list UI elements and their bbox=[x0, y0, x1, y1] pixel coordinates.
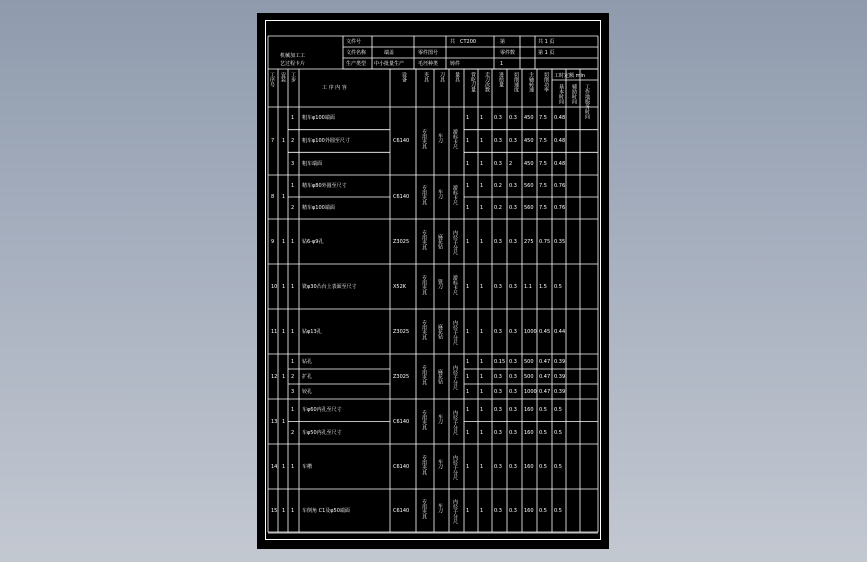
step-content: 粗车φ100外圆至尺寸 bbox=[302, 138, 350, 144]
step-value: 0.3 bbox=[509, 388, 517, 395]
step-value: 1 bbox=[466, 115, 470, 122]
proc-number: 11 bbox=[271, 328, 278, 335]
step-value: 1 bbox=[466, 205, 470, 211]
step-value: 0.3 bbox=[494, 238, 502, 245]
step-value: 0.44 bbox=[554, 328, 566, 335]
step-value: 0.3 bbox=[509, 205, 517, 211]
col-measure: 量具 bbox=[454, 72, 460, 82]
proc-number: 13 bbox=[271, 418, 278, 425]
step-content: 扩孔 bbox=[302, 373, 313, 380]
qty-value: 1 bbox=[500, 61, 504, 67]
measure-cell: 内径千分尺 bbox=[452, 454, 458, 480]
sheet-label: 共 bbox=[450, 39, 456, 45]
step-content: 铰孔 bbox=[302, 388, 313, 395]
measure-cell: 内径千分尺 bbox=[452, 364, 458, 390]
step-number: 2 bbox=[291, 205, 295, 211]
col-content: 工 序 内 容 bbox=[322, 85, 347, 91]
step-value: 160 bbox=[524, 508, 534, 514]
step-value: 1 bbox=[480, 183, 484, 189]
step-value: 0.47 bbox=[539, 358, 551, 365]
installation-number: 1 bbox=[282, 328, 286, 335]
proc-number: 10 bbox=[271, 283, 278, 290]
step-value: 0.5 bbox=[554, 508, 562, 514]
step-value: 1 bbox=[466, 358, 470, 365]
step-value: 1 bbox=[466, 429, 470, 436]
step-value: 7.5 bbox=[539, 138, 547, 144]
step-value: 1 bbox=[466, 138, 470, 144]
step-value: 0.3 bbox=[509, 508, 517, 514]
step-value: 0.39 bbox=[554, 373, 566, 380]
step-content: 钻φ13孔 bbox=[302, 328, 322, 335]
step-value: 7.5 bbox=[539, 160, 547, 167]
step-value: 0.3 bbox=[494, 508, 502, 514]
measure-cell: 内径千分尺 bbox=[452, 229, 458, 255]
step-content: 精车φ80外圆至尺寸 bbox=[302, 183, 347, 189]
step-value: 0.3 bbox=[509, 115, 517, 122]
step-value: 0.47 bbox=[539, 373, 551, 380]
step-value: 0.3 bbox=[509, 238, 517, 245]
tool-cell: 车刀 bbox=[437, 189, 443, 199]
proc-number: 8 bbox=[271, 194, 275, 200]
step-value: 450 bbox=[524, 138, 534, 144]
step-value: 0.5 bbox=[539, 407, 547, 414]
measure-cell: 游标卡尺 bbox=[452, 185, 458, 205]
tool-cell: 铣刀 bbox=[437, 278, 443, 289]
col-time-base: 基本时间 bbox=[558, 84, 564, 104]
col-feed: 进给量 bbox=[498, 72, 504, 87]
step-value: 0.3 bbox=[494, 115, 502, 122]
step-value: 1 bbox=[480, 328, 484, 335]
step-number: 2 bbox=[291, 373, 295, 380]
equipment-cell: C6140 bbox=[393, 463, 410, 470]
step-number: 1 bbox=[291, 358, 295, 365]
step-value: 1 bbox=[466, 328, 470, 335]
tool-cell: 麻花钻 bbox=[437, 233, 443, 249]
step-value: 1 bbox=[480, 205, 484, 211]
step-value: 1 bbox=[466, 160, 470, 167]
step-value: 0.48 bbox=[554, 138, 566, 144]
step-value: 1 bbox=[480, 115, 484, 122]
fixture-cell: 专用夹具 bbox=[421, 454, 427, 475]
step-value: 0.35 bbox=[554, 238, 566, 245]
installation-number: 1 bbox=[282, 238, 286, 245]
step-number: 1 bbox=[291, 115, 295, 122]
doc-no-label: 文件号 bbox=[346, 39, 362, 45]
fixture-cell: 专用夹具 bbox=[421, 499, 427, 519]
step-value: 0.2 bbox=[494, 183, 502, 189]
installation-number: 1 bbox=[282, 194, 286, 200]
doc-name-label: 文件名称 bbox=[346, 50, 367, 56]
step-value: 0.76 bbox=[554, 183, 566, 189]
step-content: 铣φ30凸台上表面至尺寸 bbox=[302, 283, 357, 290]
step-value: 0.3 bbox=[494, 429, 502, 436]
step-value: 160 bbox=[524, 463, 534, 470]
step-value: 0.39 bbox=[554, 358, 566, 365]
proc-number: 12 bbox=[271, 373, 278, 380]
step-value: 1 bbox=[480, 358, 484, 365]
step-value: 1000 bbox=[524, 388, 537, 395]
tool-cell: 车刀 bbox=[437, 458, 443, 469]
production-value: 中小批量生产 bbox=[374, 61, 405, 67]
step-value: 1 bbox=[466, 373, 470, 380]
step-content: 车φ50内孔至尺寸 bbox=[302, 429, 342, 436]
step-value: 275 bbox=[524, 238, 534, 245]
step-value: 1 bbox=[480, 138, 484, 144]
step-value: 0.76 bbox=[554, 205, 566, 211]
installation-number: 1 bbox=[282, 138, 286, 144]
step-value: 160 bbox=[524, 407, 534, 414]
fixture-cell: 专用夹具 bbox=[421, 364, 427, 385]
col-proc-no: 工序号 bbox=[269, 72, 275, 87]
tool-cell: 车刀 bbox=[437, 413, 443, 424]
material-label: 毛坯种类 bbox=[418, 61, 439, 67]
step-number: 1 bbox=[291, 328, 295, 335]
step-value: 0.15 bbox=[494, 358, 506, 365]
step-value: 0.3 bbox=[509, 358, 517, 365]
col-time-aux: 辅助时间 bbox=[571, 84, 577, 104]
measure-cell: 内径千分尺 bbox=[452, 409, 458, 435]
step-value: 7.5 bbox=[539, 115, 547, 122]
proc-number: 7 bbox=[271, 138, 275, 144]
step-value: 0.5 bbox=[554, 463, 562, 470]
step-content: 车槽 bbox=[302, 463, 313, 470]
step-number: 1 bbox=[291, 463, 295, 470]
step-value: 0.48 bbox=[554, 115, 566, 122]
card-title-line1: 机械加工工 bbox=[280, 53, 306, 59]
step-number: 1 bbox=[291, 238, 295, 245]
step-value: 0.2 bbox=[494, 205, 502, 211]
step-value: 0.3 bbox=[494, 388, 502, 395]
step-number: 1 bbox=[291, 183, 295, 189]
step-value: 1 bbox=[480, 508, 484, 514]
step-value: 450 bbox=[524, 160, 534, 167]
step-value: 0.48 bbox=[554, 160, 566, 167]
step-value: 500 bbox=[524, 373, 534, 380]
col-speed: 切削速度 bbox=[513, 72, 519, 92]
part-no-value: CT200 bbox=[460, 39, 477, 45]
installation-number: 1 bbox=[282, 373, 286, 380]
step-content: 钻孔 bbox=[302, 358, 313, 365]
step-value: 560 bbox=[524, 183, 534, 189]
sheet-value: 第 bbox=[500, 39, 506, 45]
total-pages: 共 1 页 bbox=[538, 39, 555, 45]
fixture-cell: 专用夹具 bbox=[421, 229, 427, 250]
step-value: 1 bbox=[466, 238, 470, 245]
measure-cell: 游标卡尺 bbox=[452, 129, 458, 149]
step-value: 7.5 bbox=[539, 205, 547, 211]
installation-number: 1 bbox=[282, 508, 286, 514]
tool-cell: 麻花钻 bbox=[437, 368, 443, 384]
tool-cell: 车刀 bbox=[437, 503, 443, 513]
col-equipment: 设备 bbox=[401, 72, 407, 82]
step-value: 0.5 bbox=[539, 429, 547, 436]
step-value: 1 bbox=[466, 407, 470, 414]
equipment-cell: C6140 bbox=[393, 418, 410, 425]
step-value: 0.5 bbox=[554, 429, 562, 436]
production-label: 生产类型 bbox=[346, 61, 367, 67]
col-tool: 刀具 bbox=[439, 72, 445, 82]
equipment-cell: Z3025 bbox=[393, 373, 410, 380]
measure-cell: 内径千分尺 bbox=[452, 319, 458, 345]
step-value: 1 bbox=[466, 508, 470, 514]
col-passes: 走刀次数 bbox=[484, 72, 490, 92]
step-value: 450 bbox=[524, 115, 534, 122]
step-value: 0.3 bbox=[494, 407, 502, 414]
step-value: 1 bbox=[480, 373, 484, 380]
step-value: 7.5 bbox=[539, 183, 547, 189]
installation-number: 1 bbox=[282, 283, 286, 290]
step-value: 0.3 bbox=[494, 138, 502, 144]
proc-number: 14 bbox=[271, 463, 278, 470]
step-value: 2 bbox=[509, 160, 513, 167]
step-value: 1 bbox=[466, 283, 470, 290]
part-no-label: 零件图号 bbox=[418, 50, 439, 56]
step-value: 0.3 bbox=[509, 328, 517, 335]
step-value: 1.1 bbox=[524, 283, 532, 290]
equipment-cell: C6140 bbox=[393, 138, 410, 144]
card-title-line2: 艺过程卡片 bbox=[280, 61, 306, 67]
qty-label: 零件数 bbox=[500, 50, 516, 56]
step-content: 粗车端面 bbox=[302, 160, 323, 167]
step-value: 0.3 bbox=[509, 429, 517, 436]
col-time-group: 工时定额 min bbox=[554, 73, 586, 79]
step-value: 0.5 bbox=[539, 508, 547, 514]
step-value: 1 bbox=[480, 407, 484, 414]
step-value: 0.3 bbox=[494, 283, 502, 290]
step-value: 0.5 bbox=[554, 283, 562, 290]
step-value: 0.39 bbox=[554, 388, 566, 395]
fixture-cell: 专用夹具 bbox=[421, 409, 427, 430]
step-number: 3 bbox=[291, 160, 295, 167]
step-number: 3 bbox=[291, 388, 295, 395]
equipment-cell: Z3025 bbox=[393, 328, 410, 335]
step-value: 1 bbox=[480, 238, 484, 245]
step-number: 2 bbox=[291, 138, 295, 144]
step-value: 0.3 bbox=[509, 407, 517, 414]
equipment-cell: Z3025 bbox=[393, 238, 410, 245]
step-value: 0.45 bbox=[539, 328, 551, 335]
step-content: 车φ60内孔至尺寸 bbox=[302, 407, 342, 414]
current-page: 第 1 页 bbox=[538, 50, 555, 56]
step-value: 0.3 bbox=[494, 463, 502, 470]
col-power: 切削功率 bbox=[543, 72, 549, 92]
step-value: 160 bbox=[524, 429, 534, 436]
tool-cell: 车刀 bbox=[437, 133, 443, 143]
step-value: 0.3 bbox=[494, 373, 502, 380]
step-value: 1 bbox=[480, 388, 484, 395]
step-value: 1.5 bbox=[539, 283, 547, 290]
step-value: 1 bbox=[480, 463, 484, 470]
step-number: 1 bbox=[291, 283, 295, 290]
fixture-cell: 专用夹具 bbox=[421, 185, 427, 205]
step-value: 1 bbox=[480, 283, 484, 290]
step-number: 2 bbox=[291, 429, 295, 436]
tool-cell: 麻花钻 bbox=[437, 323, 443, 339]
step-value: 500 bbox=[524, 358, 534, 365]
step-value: 1000 bbox=[524, 328, 537, 335]
fixture-cell: 专用夹具 bbox=[421, 319, 427, 340]
col-depth: 背吃刀量 bbox=[470, 72, 476, 92]
col-installation: 安装 bbox=[280, 72, 286, 82]
equipment-cell: C6140 bbox=[393, 194, 410, 200]
step-value: 1 bbox=[466, 388, 470, 395]
step-content: 粗车φ100端面 bbox=[302, 115, 335, 122]
col-time-misc: 工作地服务时间 bbox=[584, 84, 590, 119]
step-content: 精车φ100端面 bbox=[302, 205, 335, 211]
equipment-cell: C6140 bbox=[393, 508, 410, 514]
installation-number: 1 bbox=[282, 463, 286, 470]
col-rpm: 主轴转速 bbox=[528, 72, 534, 92]
equipment-cell: X52K bbox=[393, 283, 407, 290]
step-value: 0.5 bbox=[539, 463, 547, 470]
step-value: 1 bbox=[466, 183, 470, 189]
step-value: 0.3 bbox=[509, 183, 517, 189]
step-content: 车倒角 C1及φ50端面 bbox=[302, 508, 350, 514]
step-value: 0.47 bbox=[539, 388, 551, 395]
step-value: 0.3 bbox=[494, 328, 502, 335]
proc-number: 15 bbox=[271, 508, 278, 514]
step-value: 0.3 bbox=[509, 463, 517, 470]
step-value: 560 bbox=[524, 205, 534, 211]
step-value: 0.75 bbox=[539, 238, 551, 245]
step-number: 1 bbox=[291, 407, 295, 414]
proc-number: 9 bbox=[271, 238, 275, 245]
measure-cell: 游标卡尺 bbox=[452, 274, 458, 295]
step-value: 0.5 bbox=[554, 407, 562, 414]
step-value: 0.3 bbox=[509, 373, 517, 380]
fixture-cell: 专用夹具 bbox=[421, 129, 427, 149]
step-number: 1 bbox=[291, 508, 295, 514]
fixture-cell: 专用夹具 bbox=[421, 274, 427, 295]
col-step: 工步 bbox=[290, 72, 296, 82]
col-fixture: 夹具 bbox=[423, 72, 429, 82]
part-name-value: 端盖 bbox=[384, 50, 395, 56]
blank-label: 铸件 bbox=[450, 61, 461, 67]
step-value: 0.3 bbox=[494, 160, 502, 167]
step-value: 1 bbox=[480, 160, 484, 167]
step-value: 1 bbox=[480, 429, 484, 436]
installation-number: 1 bbox=[282, 418, 286, 425]
measure-cell: 内径千分尺 bbox=[452, 499, 458, 524]
step-value: 0.3 bbox=[509, 283, 517, 290]
step-content: 钻6-φ9孔 bbox=[302, 238, 324, 245]
step-value: 1 bbox=[466, 463, 470, 470]
step-value: 0.3 bbox=[509, 138, 517, 144]
